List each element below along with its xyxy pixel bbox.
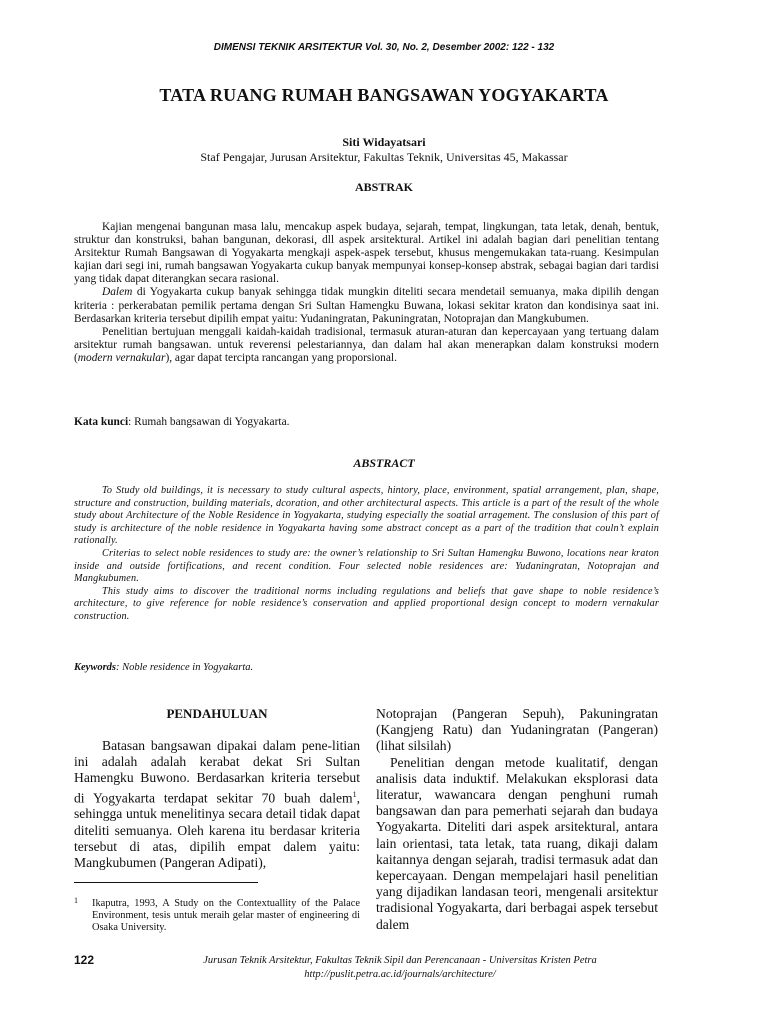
abstrak-paragraph-3-end: ), agar dapat tercipta rancangan yang proporsional. — [165, 351, 397, 364]
abstract-body — [74, 485, 659, 624]
pendahuluan-paragraph-1 — [74, 738, 360, 871]
abstrak-term-dalem: Dalem — [102, 286, 133, 299]
abstract-paragraph-1: To Study old buildings, it is necessary to study cultural aspects, hintory, place, environment, spatial arrangement, plan, shape, structure and construction, building materials, dcoration, and other architectural aspects. This article is a part of the result of the whole study about Architecture of the Noble Residence in Yogyakarta, studying especially the soatial arragement. The conslusion of this part of study is architecture of the noble residence in Yogyakarta having some abstract concept as a part of the tradition that couln’t explain rationally. — [74, 485, 659, 547]
kata-kunci — [74, 416, 659, 428]
keywords-label: Keywords — [74, 662, 116, 673]
abstrak-paragraph-3 — [74, 326, 659, 365]
abstract-paragraph-3: This study aims to discover the traditional norms including regulations and beliefs that gave shape to noble residence’s architecture, to give reference for noble residence’s conservation and applied proportional design concept to modern vernakular construction. — [74, 585, 659, 622]
kata-kunci-label: Kata kunci — [74, 416, 129, 428]
page-number: 122 — [74, 953, 95, 967]
author-affiliation: Staf Pengajar, Jurusan Arsitektur, Fakultas Teknik, Universitas 45, Makassar — [200, 150, 568, 164]
abstrak-paragraph-2 — [74, 286, 659, 325]
abstract-heading: ABSTRACT — [353, 456, 415, 470]
footnote-reference: 1 — [352, 789, 357, 799]
journal-header: DIMENSI TEKNIK ARSITEKTUR Vol. 30, No. 2, Desember 2002: 122 - 132 — [213, 42, 555, 53]
pendahuluan-heading: PENDAHULUAN — [166, 706, 268, 721]
footer-institution: Jurusan Teknik Arsitektur, Fakultas Teknik Sipil dan Perencanaan - Universitas Kristen Petra — [203, 955, 597, 966]
pendahuluan-paragraph-continued: Notoprajan (Pangeran Sepuh), Pakuningratan (Kangjeng Ratu) dan Yudaningratan (Pangeran) (lihat silsilah) — [376, 706, 658, 754]
footnote — [74, 898, 360, 934]
pendahuluan-paragraph-1-b: , sehingga untuk menelitinya secara detail tidak dapat diteliti semuanya. Oleh karena itu berdasar kriteria tersebut di atas, dipilih empat dalem yaitu: Mangkubumen (Pangeran Adipati), — [74, 790, 360, 870]
footnote-divider — [74, 882, 258, 883]
abstrak-paragraph-1: Kajian mengenai bangunan masa lalu, mencakup aspek budaya, sejarah, tempat, lingkungan, tata letak, denah, bentuk, struktur dan konstruksi, bahan bangunan, dekorasi, dll aspek arsitektural. Artikel ini adalah bagian dari penelitian tentang Arsitektur Rumah Bangsawan di Yogyakarta mengkaji aspek-aspek tersebut, khusus mengemukakan tata-ruang. Kesimpulan kajian dari segi ini, rumah bangsawan Yogyakarta cukup banyak mempunyai konsep-konsep abstrak, sebagai bagian dari tardisi yang tidak dapat diterangkan secara rasional. — [74, 221, 659, 286]
abstrak-paragraph-2-text: di Yogyakarta cukup banyak sehingga tidak mungkin diteliti secara mendetail semuanya, maka dipilih dengan kriteria : perkerabatan pemilik pertama dengan Sri Sultan Hamengku Buwana, lokasi sekitar kraton dan kondisinya saat ini. Berdasarkan kriteria tersebut dipilih empat yaitu: Yudaningratan, Pakuningratan, Notoprajan dan Mangkubumen. — [74, 286, 659, 325]
author-name: Siti Widayatsari — [342, 135, 426, 149]
paper-title: TATA RUANG RUMAH BANGSAWAN YOGYAKARTA — [159, 85, 609, 105]
footnote-text: Ikaputra, 1993, A Study on the Contextuallity of the Palace Environment, tesis untuk meraih gelar master of engineering di Osaka University. — [92, 898, 360, 933]
pendahuluan-paragraph-1-a: Batasan bangsawan dipakai dalam pene-litian ini adalah adalah kerabat dekat Sri Sultan Hamengku Buwono. Berdasarkan kriteria tersebut di Yogyakarta terdapat sekitar 70 buah dalem — [74, 738, 360, 806]
keywords — [74, 662, 659, 673]
abstract-paragraph-2: Criterias to select noble residences to study are: the owner’s relationship to Sri Sultan Hamengku Buwono, locations near kraton inside and outside fortifications, and recent condition. Four selected noble residences are: Yudaningratan, Notoprajan and Mangkubumen. — [74, 547, 659, 585]
abstrak-term-modern-vernakular: modern vernakular — [77, 351, 166, 364]
right-column — [376, 706, 658, 933]
pendahuluan-paragraph-2: Penelitian dengan metode kualitatif, dengan analisis data induktif. Melakukan eksplorasi data literatur, wawancara dengan penghuni rumah bangsawan dan para pemerhati sejarah dan budaya Yogyakarta. Diteliti dari aspek arsitektural, antara lain orientasi, tata letak, tata ruang, dikaji dalam kaitannya dengan sejarah, tradisi termasuk adat dan kepercayaan. Dengan mempelajari hasil penelitian yang dijadikan landasan teori, mengenali arsitektur tradisional Yogyakarta, dari berbagai aspek tersebut dalem — [376, 754, 658, 932]
abstrak-paragraph-3-start: Penelitian bertujuan menggali kaidah-kaidah tradisional, termasuk aturan-aturan dan kepercayaan yang tertuang dalam arsitektur rumah bangsawan. untuk reverensi pelestariannya, dan dalam hal akan menerapkan dalam konstruksi modern ( — [74, 325, 659, 364]
kata-kunci-text: : Rumah bangsawan di Yogyakarta. — [128, 416, 290, 428]
abstrak-heading: ABSTRAK — [354, 180, 413, 194]
footnote-mark: 1 — [74, 896, 78, 905]
footer-url: http://puslit.petra.ac.id/journals/architecture/ — [304, 969, 496, 980]
abstrak-body — [74, 221, 659, 365]
keywords-text: : Noble residence in Yogyakarta. — [116, 662, 254, 673]
left-column — [74, 738, 360, 871]
